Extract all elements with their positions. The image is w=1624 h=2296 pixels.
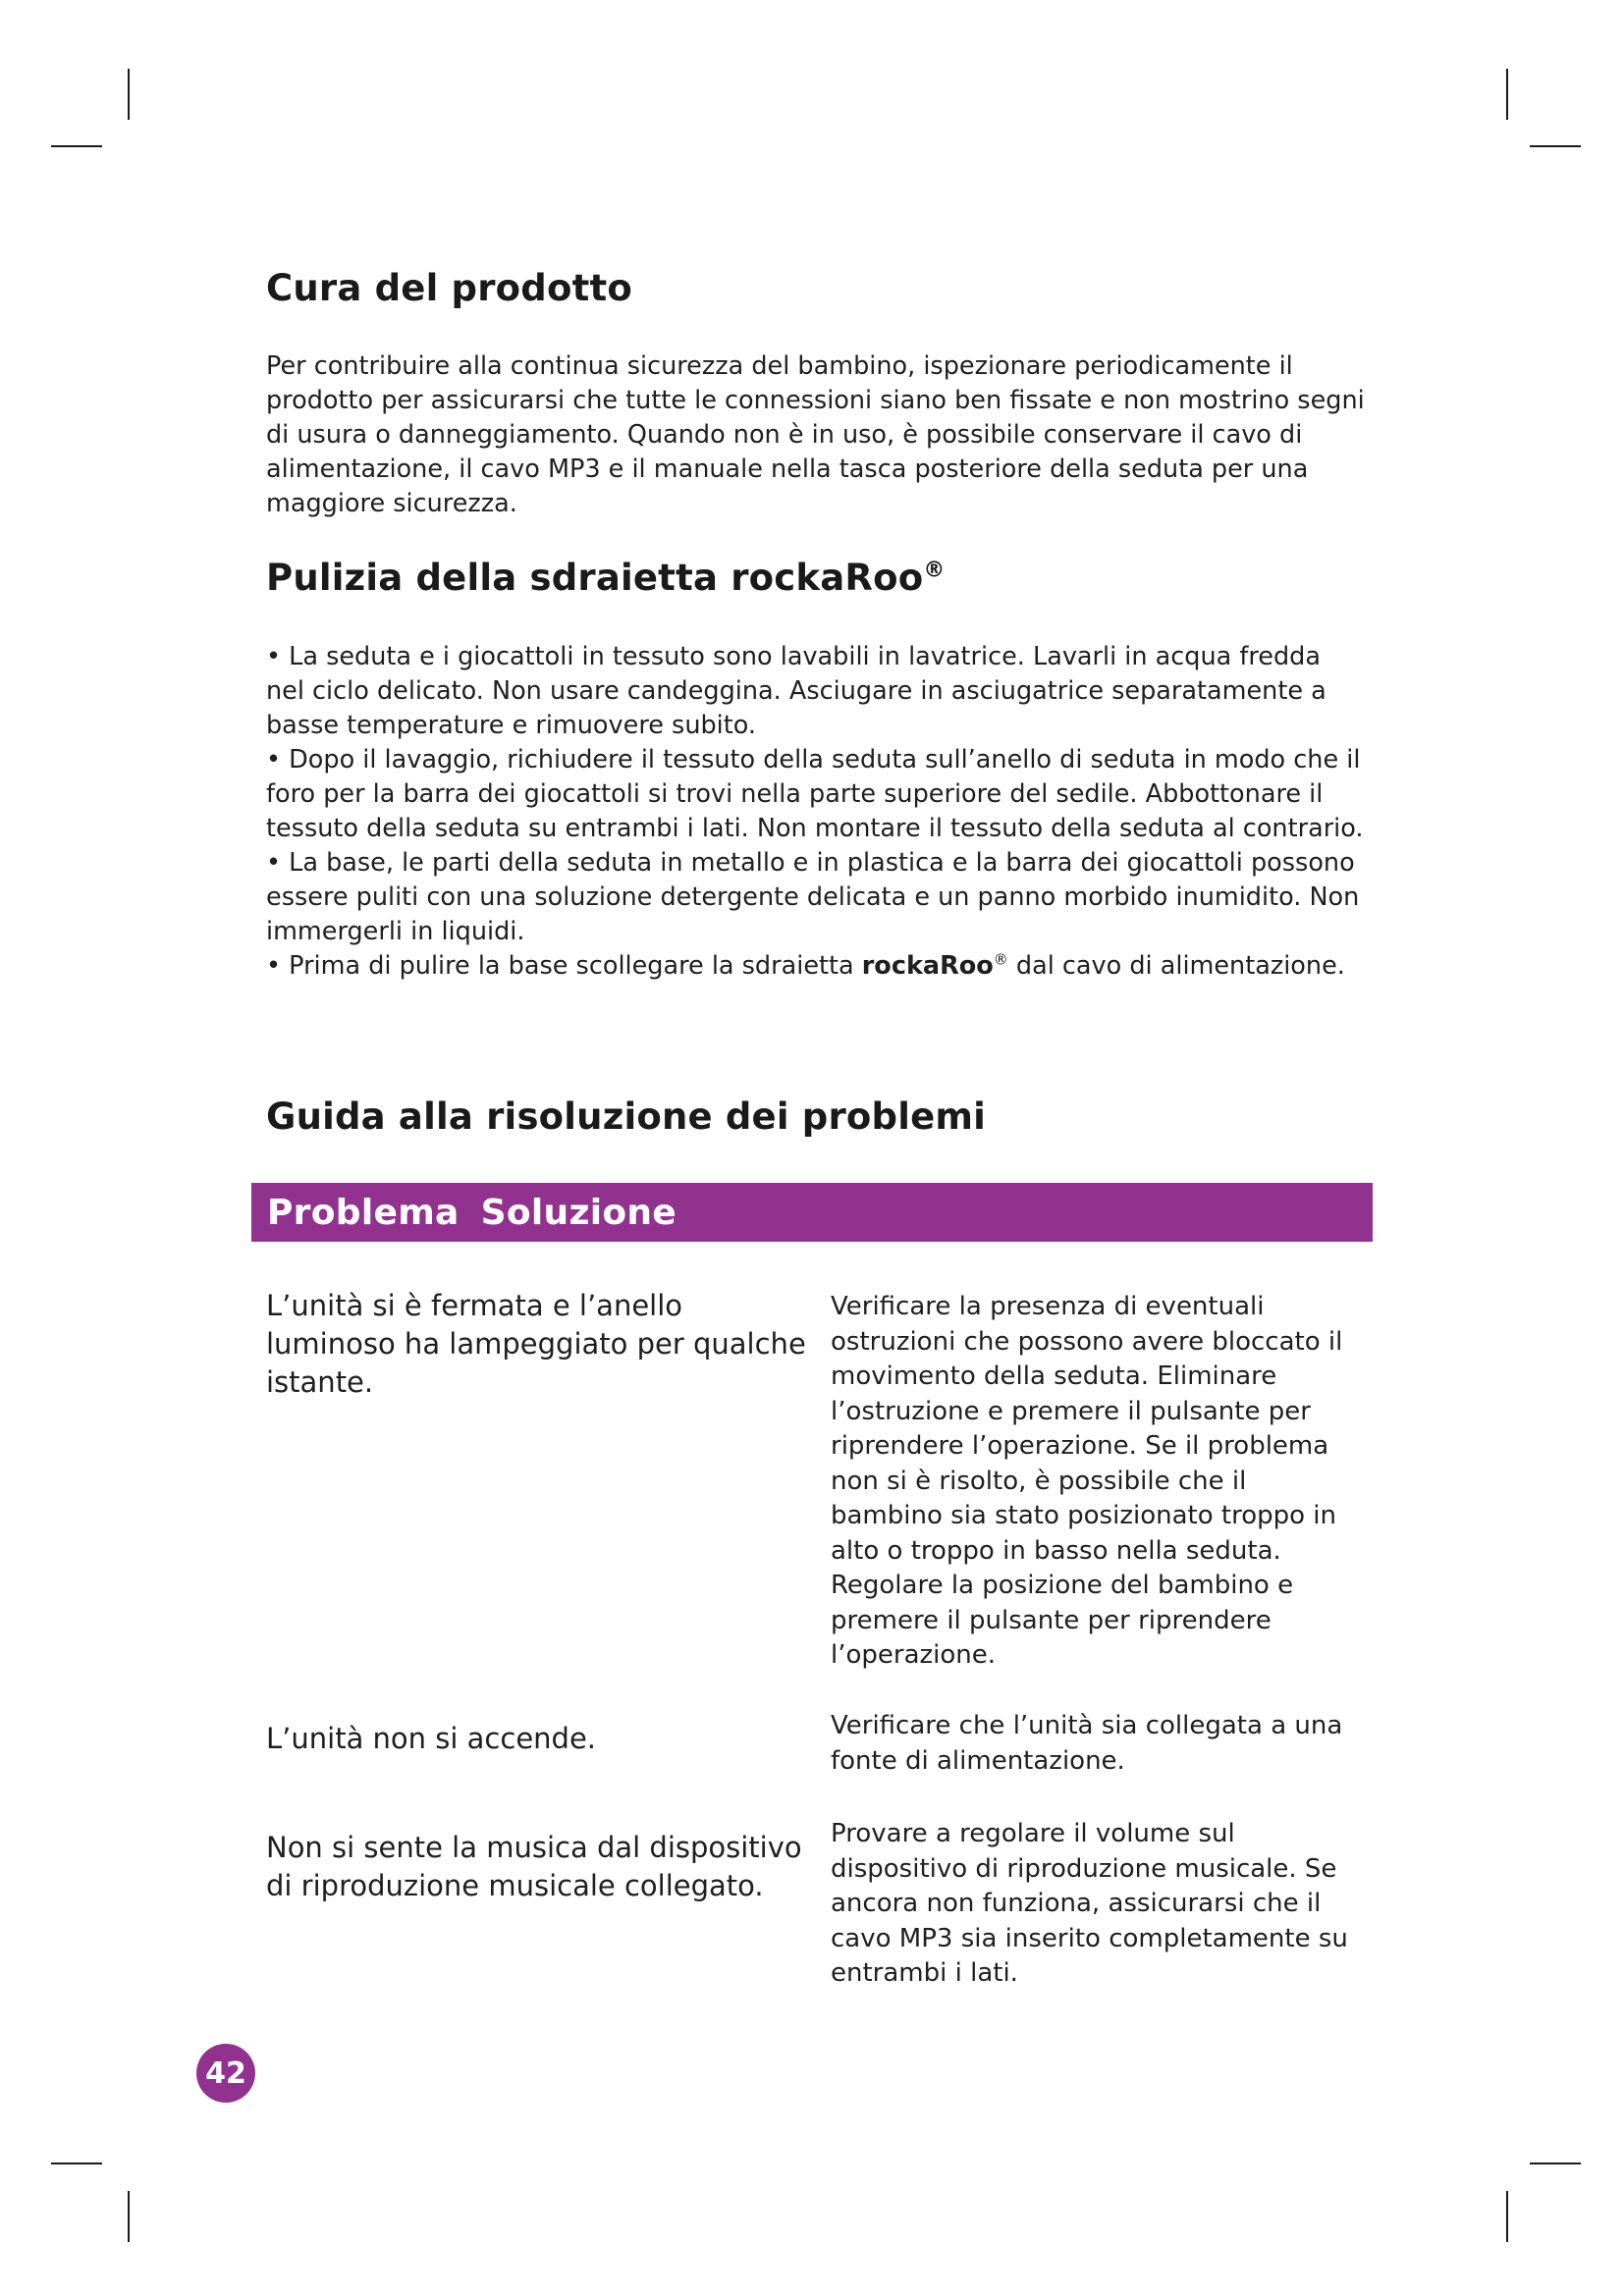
registered-mark: ® — [993, 950, 1008, 969]
cleaning-bullet: • La seduta e i giocattoli in tessuto sono lavabili in lavatrice. Lavarli in acqua fredda nel ciclo delicato. Non usare candeggina. Asciugare in asciugatrice separatamente a basse temperature e rimuovere subito. — [266, 642, 1326, 740]
problem-cell: Non si sente la musica dal dispositivo di riproduzione musicale collegato. — [266, 1831, 802, 1902]
care-heading: Cura del prodotto — [266, 267, 632, 309]
solution-cell: Verificare che l’unità sia collegata a una fonte di alimentazione. — [831, 1711, 1343, 1776]
problem-cell: L’unità si è fermata e l’anello luminoso ha lampeggiato per qualche istante. — [266, 1289, 806, 1399]
page-number-badge: 42 — [196, 2044, 255, 2103]
solution-cell: Verificare la presenza di eventuali ostruzioni che possono avere bloccato il movimento della seduta. Eliminare l’ostruzione e premere il pulsante per riprendere l’operazione. Se il problema non si è risolto, è possibile che il bambino sia stato posizionato troppo in alto o troppo in basso nella seduta. Regolare la posizione del bambino e premere il pulsante per riprendere l’operazione. — [831, 1292, 1343, 1670]
crop-mark-top-left-vertical — [128, 69, 130, 120]
cleaning-list — [266, 640, 1366, 984]
crop-mark-bottom-right-horizontal — [1530, 2163, 1581, 2164]
cleaning-bullet: • La base, le parti della seduta in metallo e in plastica e la barra dei giocattoli possono essere puliti con una soluzione detergente delicata e un panno morbido inumidito. Non immergerli in liquidi. — [266, 848, 1360, 946]
crop-mark-bottom-left-vertical — [128, 2191, 130, 2242]
cleaning-bullet-last — [266, 949, 1366, 984]
crop-mark-top-right-vertical — [1506, 69, 1508, 120]
care-paragraph — [266, 349, 1366, 521]
header-solution: Soluzione — [480, 1192, 677, 1233]
cleaning-bullet-suffix: dal cavo di alimentazione. — [1007, 951, 1345, 981]
cleaning-heading — [266, 557, 946, 599]
troubleshooting-heading: Guida alla risoluzione dei problemi — [266, 1095, 987, 1138]
solution-cell: Provare a regolare il volume sul dispositivo di riproduzione musicale. Se ancora non funziona, assicurarsi che il cavo MP3 sia inserito completamente su entrambi i lati. — [831, 1819, 1348, 1988]
table-header-bar — [251, 1183, 1373, 1242]
crop-mark-bottom-right-vertical — [1506, 2191, 1508, 2242]
care-body: Per contribuire alla continua sicurezza del bambino, ispezionare periodicamente il prodotto per assicurarsi che tutte le connessioni siano ben fissate e non mostrino segni di usura o danneggiamento. Quando non è in uso, è possibile conservare il cavo di alimentazione, il cavo MP3 e il manuale nella tasca posteriore della seduta per una maggiore sicurezza. — [266, 351, 1365, 518]
cleaning-bullet-prefix: • Prima di pulire la base scollegare la sdraietta — [266, 951, 862, 981]
registered-mark: ® — [923, 558, 946, 583]
cleaning-heading-text: Pulizia della sdraietta rockaRoo — [266, 557, 924, 599]
crop-mark-bottom-left-horizontal — [51, 2163, 102, 2164]
problem-cell: L’unità non si accende. — [266, 1722, 597, 1755]
cleaning-bullet: • Dopo il lavaggio, richiudere il tessuto della seduta sull’anello di seduta in modo che il foro per la barra dei giocattoli si trovi nella parte superiore del sedile. Abbottonare il tessuto della seduta su entrambi i lati. Non montare il tessuto della seduta al contrario. — [266, 745, 1364, 843]
crop-mark-top-left-horizontal — [51, 145, 102, 147]
crop-mark-top-right-horizontal — [1530, 145, 1581, 147]
brand-name: rockaRoo — [861, 951, 994, 981]
header-problem: Problema — [267, 1192, 460, 1233]
